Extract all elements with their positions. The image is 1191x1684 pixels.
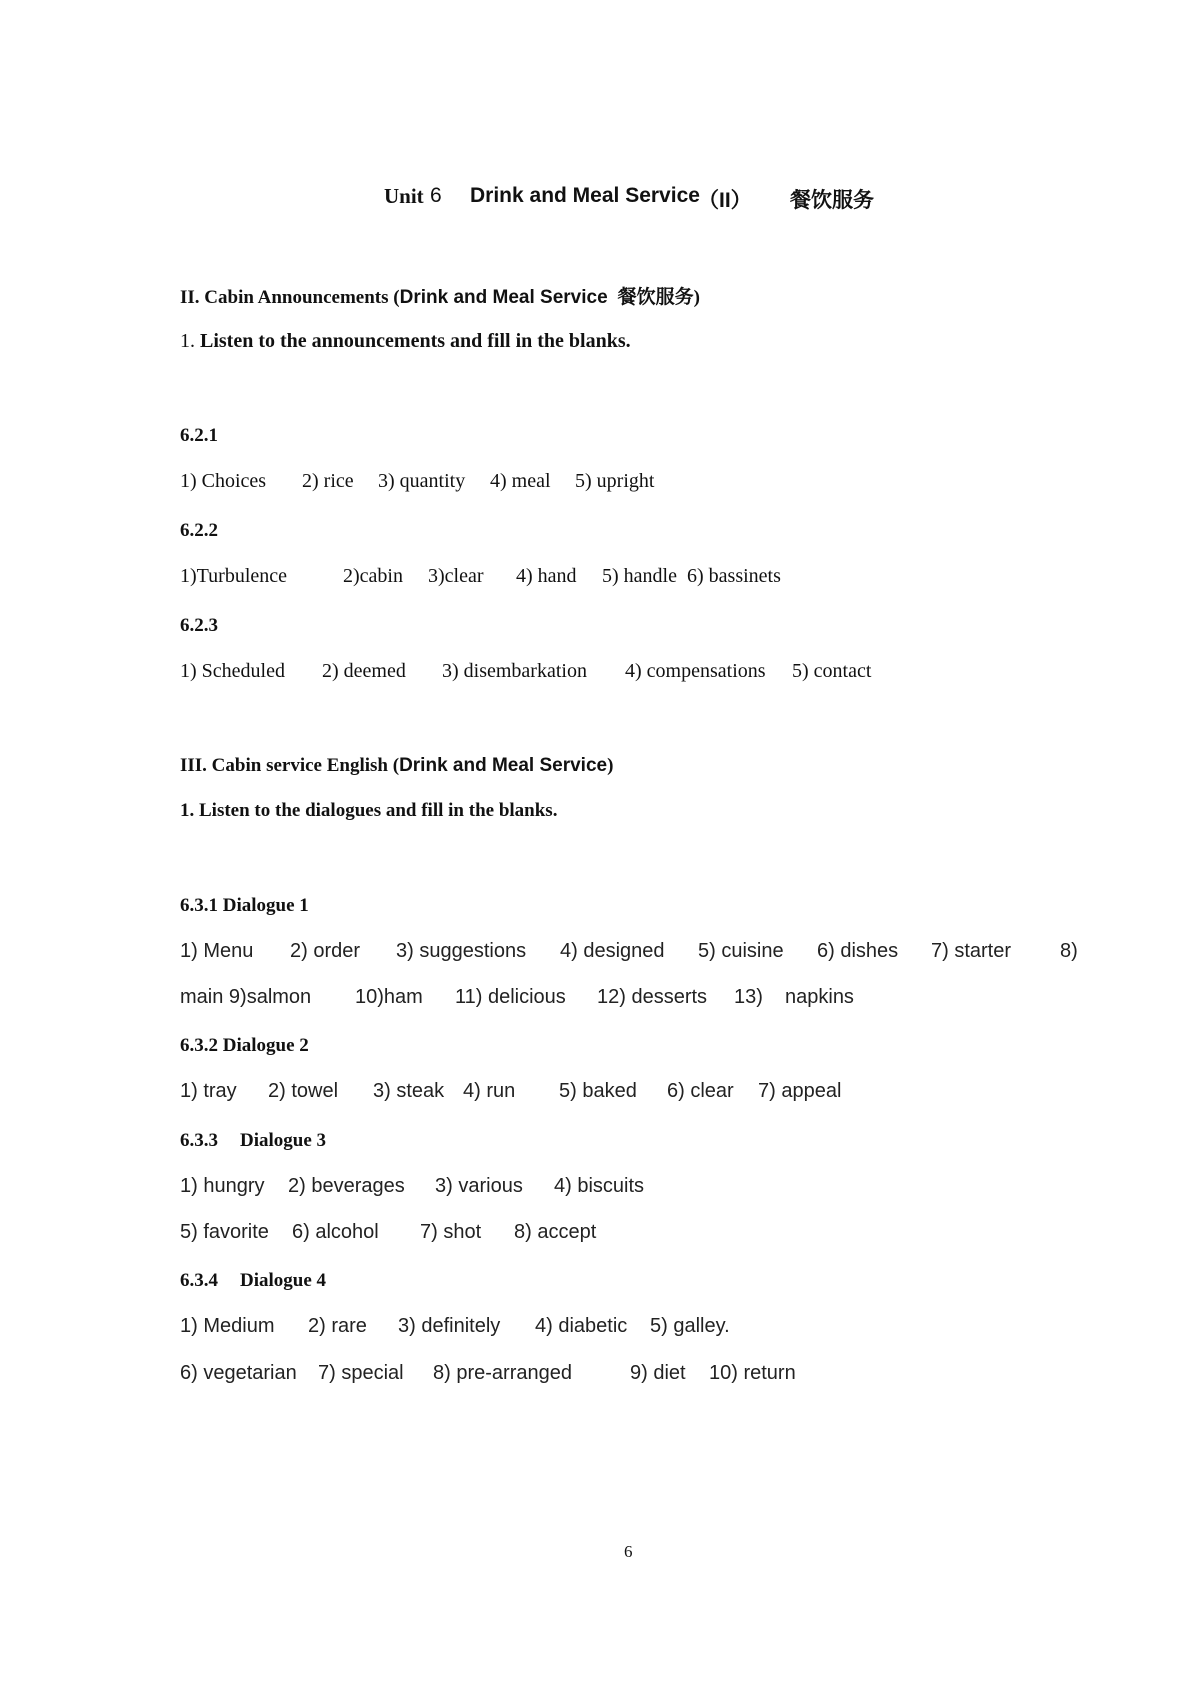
- answer-item: 1) Choices: [180, 470, 267, 492]
- answer-item: 3) disembarkation: [442, 660, 587, 682]
- answer-item: 2) beverages: [288, 1175, 405, 1197]
- section-2-heading-suffix: ): [693, 287, 700, 308]
- answer-item: 10)ham: [355, 986, 423, 1008]
- answer-item: 1) Menu: [180, 940, 254, 962]
- answer-item: 8): [1060, 940, 1078, 962]
- answer-item: 11) delicious: [455, 986, 566, 1008]
- answer-item: napkins: [785, 986, 854, 1008]
- answer-item: 8) pre-arranged: [433, 1362, 572, 1384]
- section-2-task-number: 1.: [180, 330, 195, 352]
- answer-item: 5) contact: [792, 660, 872, 682]
- dialogue-label-1: 6.3.1 Dialogue 1: [180, 895, 309, 916]
- answer-item: 3) definitely: [398, 1315, 501, 1337]
- answer-item: 3) quantity: [378, 470, 466, 492]
- answer-line-6-3-1-b: [180, 986, 880, 1014]
- dialogue-label-3-number: 6.3.3: [180, 1130, 218, 1151]
- answer-item: 1) Medium: [180, 1315, 275, 1337]
- answer-item: 3)clear: [428, 565, 484, 587]
- answer-item: 1) tray: [180, 1080, 237, 1102]
- answer-item: 4) designed: [560, 940, 665, 962]
- answer-item: 6) alcohol: [292, 1221, 379, 1243]
- title-part: （II）: [698, 189, 752, 212]
- section-2-task: [180, 330, 631, 353]
- section-2-task-text: Listen to the announcements and fill in the blanks.: [200, 330, 631, 352]
- answer-item: 10) return: [709, 1362, 796, 1384]
- answer-item: 7) special: [318, 1362, 404, 1384]
- answer-line-6-2-1: [180, 470, 880, 498]
- answer-item: 6) clear: [667, 1080, 734, 1102]
- answer-item: 1) Scheduled: [180, 660, 285, 682]
- answer-item: 6) dishes: [817, 940, 899, 962]
- answer-item: 9) diet: [630, 1362, 686, 1384]
- answer-item: 5) handle: [602, 565, 677, 587]
- answer-line-6-2-2: [180, 565, 880, 593]
- answer-item: 4) biscuits: [554, 1175, 645, 1197]
- section-2-heading-cn: 餐饮服务: [617, 287, 694, 308]
- page-number: 6: [624, 1542, 633, 1561]
- title-chinese: 餐饮服务: [790, 189, 874, 212]
- answer-item: 5) cuisine: [698, 940, 784, 962]
- answer-item: 13): [734, 986, 763, 1008]
- part-label-6-2-1: 6.2.1: [180, 425, 218, 446]
- answer-item: 8) accept: [514, 1221, 597, 1243]
- answer-line-6-3-3-a: [180, 1175, 780, 1203]
- answer-item: 5) upright: [575, 470, 655, 492]
- answer-item: 2) towel: [268, 1080, 339, 1102]
- answer-item: 5) favorite: [180, 1221, 269, 1243]
- answer-line-6-3-4-a: [180, 1315, 780, 1343]
- answer-item: 4) hand: [516, 565, 577, 587]
- answer-line-6-3-2: [180, 1080, 880, 1108]
- section-2-heading-prefix: II. Cabin Announcements (: [180, 287, 400, 308]
- part-label-6-2-3: 6.2.3: [180, 615, 218, 636]
- answer-item: 2) order: [290, 940, 361, 962]
- answer-line-6-3-1-a: [180, 940, 1080, 968]
- answer-item: 7) shot: [420, 1221, 482, 1243]
- dialogue-label-4: [180, 1270, 326, 1292]
- answer-item: 4) diabetic: [535, 1315, 628, 1337]
- dialogue-label-2: 6.3.2 Dialogue 2: [180, 1035, 309, 1056]
- section-3-heading-suffix: ): [607, 755, 614, 776]
- answer-item: 2) deemed: [322, 660, 406, 682]
- dialogue-label-3-text: Dialogue 3: [240, 1130, 327, 1151]
- answer-item: 6) bassinets: [687, 565, 781, 587]
- answer-line-6-3-3-b: [180, 1221, 780, 1249]
- section-2-heading: [180, 282, 700, 309]
- answer-item: 3) suggestions: [396, 940, 527, 962]
- answer-item: 7) starter: [931, 940, 1012, 962]
- section-3-task: 1. Listen to the dialogues and fill in the blanks.: [180, 800, 558, 821]
- answer-item: 5) galley.: [650, 1315, 730, 1337]
- answer-item: 4) meal: [490, 470, 551, 492]
- title-name: Drink and Meal Service: [470, 184, 700, 207]
- answer-item: 3) steak: [373, 1080, 445, 1102]
- dialogue-label-4-text: Dialogue 4: [240, 1270, 327, 1291]
- section-2-heading-en: Drink and Meal Service: [399, 287, 608, 308]
- dialogue-label-4-number: 6.3.4: [180, 1270, 218, 1291]
- answer-item: 6) vegetarian: [180, 1362, 297, 1384]
- part-label-6-2-2: 6.2.2: [180, 520, 218, 541]
- answer-item: 7) appeal: [758, 1080, 842, 1102]
- answer-item: 2) rare: [308, 1315, 367, 1337]
- answer-item: main 9)salmon: [180, 986, 312, 1008]
- answer-item: 1) hungry: [180, 1175, 265, 1197]
- answer-line-6-2-3: [180, 660, 900, 688]
- answer-item: 1)Turbulence: [180, 565, 288, 587]
- answer-item: 12) desserts: [597, 986, 708, 1008]
- answer-item: 2)cabin: [343, 565, 403, 587]
- answer-item: 2) rice: [302, 470, 354, 492]
- answer-line-6-3-4-b: [180, 1362, 830, 1390]
- answer-item: 5) baked: [559, 1080, 637, 1102]
- title-unit: Unit: [384, 184, 424, 208]
- answer-item: 3) various: [435, 1175, 523, 1197]
- section-3-heading-en: Drink and Meal Service: [399, 755, 608, 776]
- dialogue-label-3: [180, 1130, 326, 1152]
- section-3-heading: [180, 755, 613, 777]
- answer-item: 4) compensations: [625, 660, 766, 682]
- title-unit-number: 6: [430, 184, 442, 207]
- section-3-heading-prefix: III. Cabin service English (: [180, 755, 400, 776]
- answer-item: 4) run: [463, 1080, 516, 1102]
